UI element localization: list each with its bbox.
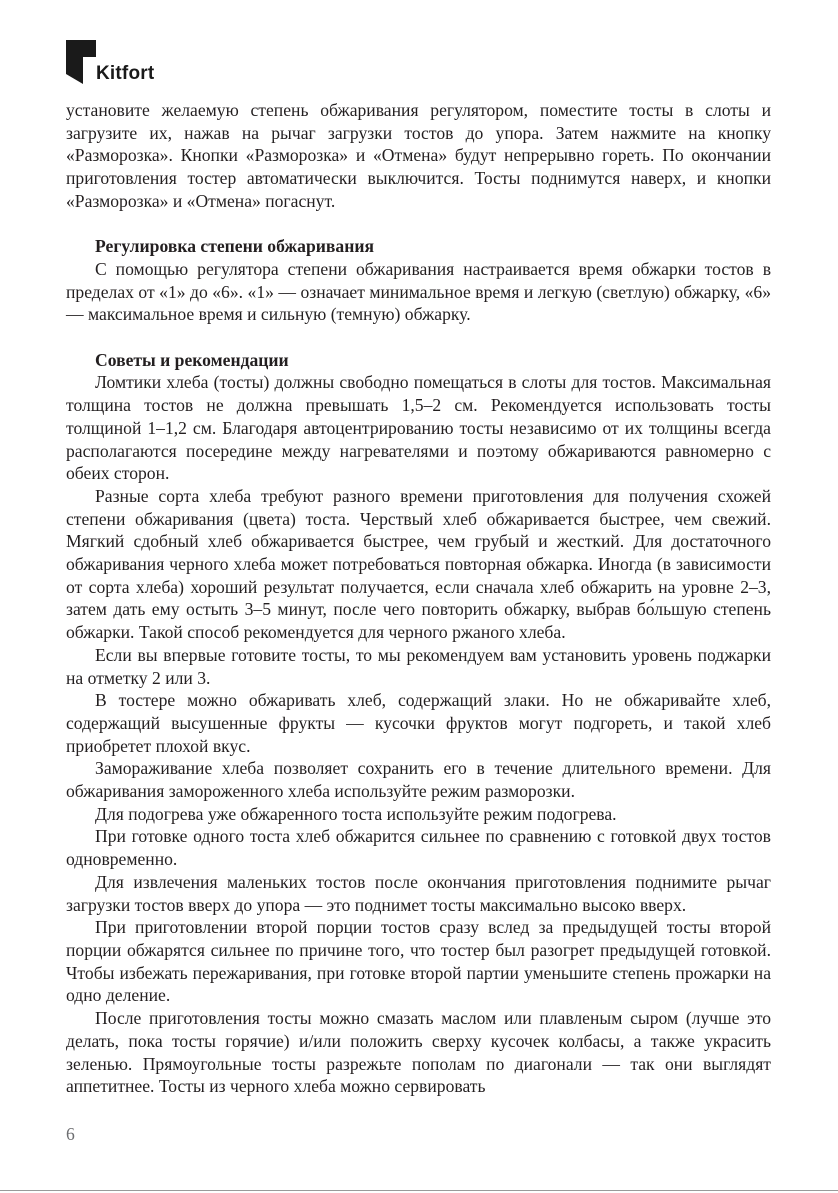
kitfort-logo-mark-icon: [66, 40, 96, 84]
document-body: [66, 99, 771, 1098]
page-edge-divider: [0, 1190, 838, 1191]
paragraph: Для подогрева уже обжаренного тоста используйте режим подогрева.: [95, 803, 617, 824]
brand-logo: [66, 40, 186, 90]
paragraph: С помощью регулятора степени обжаривания настраивается время обжарки тостов в пределах от «1» до «6». «1» — означает минимальное время и легкую (светлую) обжарку, «6» — максимальное время и сильную (темную) обжарку.: [66, 258, 771, 325]
paragraph: Ломтики хлеба (тосты) должны свободно помещаться в слоты для тостов. Максимальная толщина тостов не должна превышать 1,5–2 см. Рекомендуется использовать тосты толщиной 1–1,2 см. Благодаря автоцентрированию тосты независимо от их толщины всегда располагаются посередине между нагревателями и поэтому обжариваются равномерно с обеих сторон.: [66, 372, 771, 484]
paragraph: При готовке одного тоста хлеб обжарится сильнее по сравнению с готовкой двух тостов одновременно.: [66, 826, 771, 870]
paragraph: Замораживание хлеба позволяет сохранить его в течение длительного времени. Для обжаривания замороженного хлеба используйте режим разморозки.: [66, 758, 771, 802]
paragraph: Для извлечения маленьких тостов после окончания приготовления поднимите рычаг загрузки тостов вверх до упора — это поднимет тосты максимально высоко вверх.: [66, 871, 771, 915]
paragraph: Разные сорта хлеба требуют разного времени приготовления для получения схожей степени обжаривания (цвета) тоста. Черствый хлеб обжаривается быстрее, чем свежий. Мягкий сдобный хлеб обжаривается быстрее, чем грубый и жесткий. Для достаточного обжаривания черного хлеба может потребоваться повторная обжарка. Иногда (в зависимости от сорта хлеба) хороший результат получается, если сначала хлеб обжарить на уровне 2–3, затем дать ему остыть 3–5 минут, после чего повторить обжарку, выбрав бо́льшую степень обжарки. Такой способ рекомендуется для черного ржаного хлеба.: [66, 485, 771, 643]
paragraph: При приготовлении второй порции тостов сразу вслед за предыдущей тосты второй порции обжарятся сильнее по причине того, что тостер был разогрет предыдущей готовкой. Чтобы избежать пережаривания, при готовке второй партии уменьшите степень прожарки на одно деление.: [66, 917, 771, 1006]
brand-name: Kitfort: [96, 63, 155, 84]
paragraph: В тостере можно обжаривать хлеб, содержащий злаки. Но не обжаривайте хлеб, содержащий высушенные фрукты — кусочки фруктов могут подгореть, и такой хлеб приобретет плохой вкус.: [66, 690, 771, 756]
paragraph: Если вы впервые готовите тосты, то мы рекомендуем вам установить уровень поджарки на отметку 2 или 3.: [66, 644, 771, 688]
paragraph: После приготовления тосты можно смазать маслом или плавленым сыром (лучше это делать, пока тосты горячие) и/или положить сверху кусочек колбасы, а также украсить зеленью. Прямоугольные тосты разрежьте пополам по диагонали — так они выглядят аппетитнее. Тосты из черного хлеба можно сервировать: [66, 1008, 771, 1097]
page-number: 6: [66, 1124, 75, 1144]
section-heading-browning: Регулировка степени обжаривания: [95, 236, 374, 257]
section-heading-tips: Советы и рекомендации: [95, 349, 289, 370]
intro-paragraph: установите желаемую степень обжаривания регулятором, поместите тосты в слоты и загрузите их, нажав на рычаг загрузки тостов до упора. Затем нажмите на кнопку «Разморозка». Кнопки «Разморозка» и «Отмена» будут непрерывно гореть. По окончании приготовления тостер автоматически выключится. Тосты поднимутся наверх, и кнопки «Разморозка» и «Отмена» погаснут.: [66, 100, 771, 211]
